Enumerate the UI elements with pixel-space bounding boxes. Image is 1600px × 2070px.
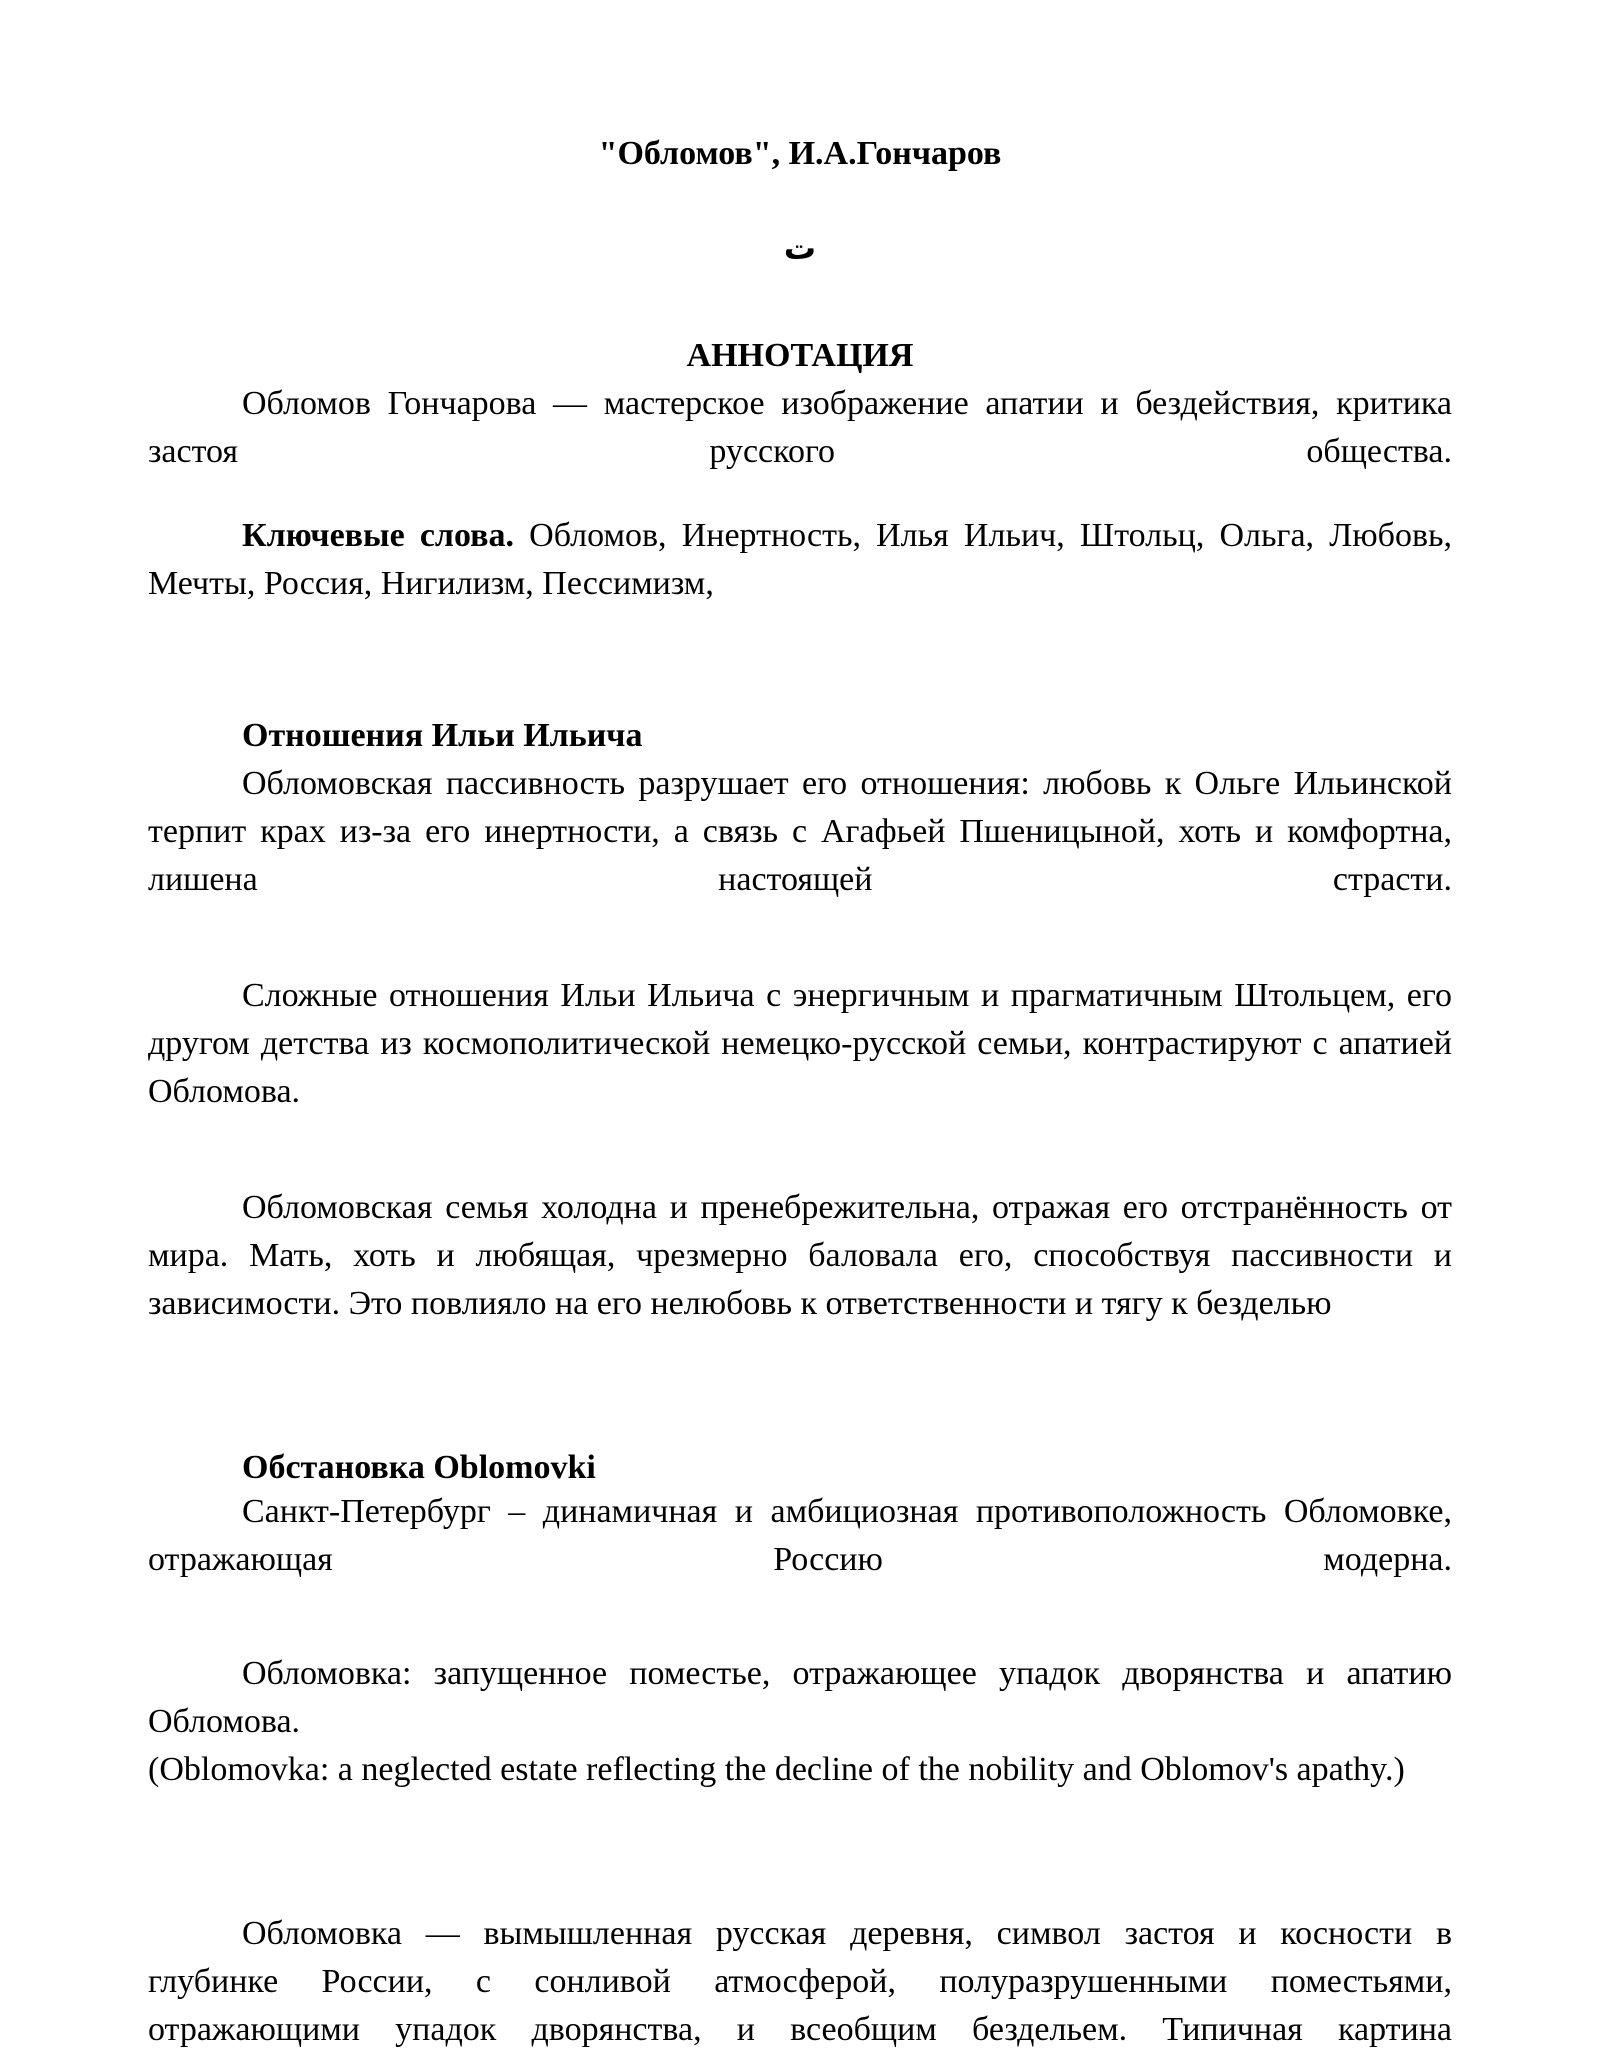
section-heading-setting: Обстановка Oblomovki	[242, 1449, 596, 1486]
relationships-paragraph-3: Обломовская семья холодна и пренебрежительна, отражая его отстранённость от мира. Мать, хоть и любящая, чрезмерно баловала его, способствуя пассивности и зависимости. Это повлияло на его нелюбовь к ответственности и тягу к безделью	[148, 1189, 1452, 1322]
keywords-paragraph	[148, 512, 1452, 608]
keywords-list: Обломов, Инертность, Илья Ильич, Штольц, Ольга, Любовь, Мечты, Россия, Нигилизм, Пессимизм,	[148, 517, 1453, 602]
setting-paragraph-2-english: (Oblomovka: a neglected estate reflecting the decline of the nobility and Oblomov's apathy.)	[148, 1751, 1405, 1788]
setting-paragraph-1: Санкт-Петербург – динамичная и амбициозная противоположность Обломовке, отражающая Россию модерна.	[148, 1493, 1452, 1578]
relationships-paragraph-2: Сложные отношения Ильи Ильича с энергичным и прагматичным Штольцем, его другом детства из космополитической немецко-русской семьи, контрастируют с апатией Обломова.	[148, 977, 1452, 1110]
document-page	[148, 0, 1452, 2070]
keywords-label: Ключевые слова.	[242, 517, 515, 554]
decorative-symbol: ت	[783, 229, 817, 267]
document-title: "Обломов", И.А.Гончаров	[598, 135, 1002, 172]
annotation-heading: АННОТАЦИЯ	[686, 337, 914, 374]
section-heading-relationships: Отношения Ильи Ильича	[242, 717, 643, 754]
setting-paragraph-2: Обломовка: запущенное поместье, отражающее упадок дворянства и апатию Обломова.	[148, 1655, 1452, 1740]
annotation-paragraph: Обломов Гончарова — мастерское изображение апатии и бездействия, критика застоя русского общества.	[148, 385, 1452, 470]
relationships-paragraph-1: Обломовская пассивность разрушает его отношения: любовь к Ольге Ильинской терпит крах из-за его инертности, а связь с Агафьей Пшеницыной, хоть и комфортна, лишена настоящей страсти.	[148, 765, 1452, 898]
setting-paragraph-3: Обломовка — вымышленная русская деревня, символ застоя и косности в глубинке России, с сонливой атмосферой, полуразрушенными поместьями, отражающими упадок дворянства, и всеобщим бездельем. Типичная картина	[148, 1915, 1452, 2048]
